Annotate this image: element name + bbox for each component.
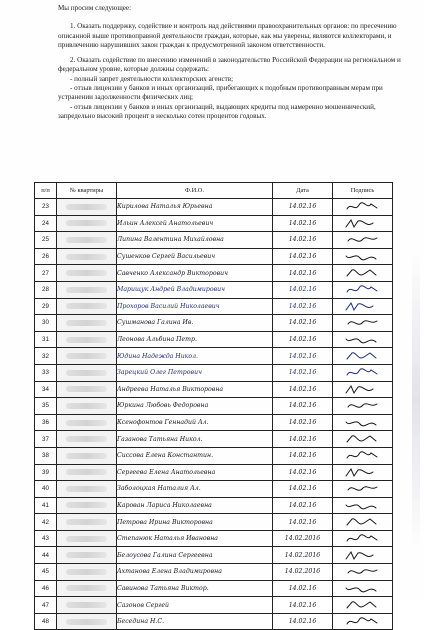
redacted-apartment <box>66 436 107 442</box>
redacted-apartment <box>66 270 107 276</box>
table-row <box>35 447 393 464</box>
fio-cell: Ахтанова Елена Владимировна <box>117 564 273 581</box>
table-row <box>35 414 393 431</box>
apartment-cell <box>57 564 117 581</box>
apartment-cell <box>57 497 117 514</box>
apartment-cell <box>57 547 117 564</box>
redacted-apartment <box>66 287 107 293</box>
apartment-cell <box>57 364 117 381</box>
date-cell: 14.02.2016 <box>273 564 333 581</box>
signature-scribble <box>343 532 383 545</box>
signature-scribble <box>343 316 383 329</box>
date-cell: 14.02.16 <box>273 232 333 249</box>
row-number: 44 <box>35 547 57 564</box>
signature-scribble <box>343 499 383 512</box>
date-cell: 14.02.16 <box>273 199 333 216</box>
fio-cell: Сушенков Сергей Васильевич <box>117 248 273 265</box>
redacted-apartment <box>66 386 107 392</box>
redacted-apartment <box>66 519 107 525</box>
table-row <box>35 580 393 597</box>
redacted-apartment <box>66 469 107 475</box>
redacted-apartment <box>66 552 107 558</box>
header-apartment: № квартиры <box>57 183 117 199</box>
table-row <box>35 481 393 498</box>
signature-scribble <box>343 449 383 462</box>
fio-cell: Савченко Александр Викторович <box>117 265 273 282</box>
row-number: 23 <box>35 199 57 216</box>
signature-scribble <box>343 433 383 446</box>
apartment-cell <box>57 248 117 265</box>
fio-cell: Степанюк Наталья Ивановна <box>117 530 273 547</box>
date-cell: 14.02.16 <box>273 364 333 381</box>
table-row <box>35 215 393 232</box>
table-row <box>35 315 393 332</box>
table-row <box>35 497 393 514</box>
redacted-apartment <box>66 337 107 343</box>
signature-scribble <box>343 516 383 529</box>
fio-cell: Сергеева Елена Анатольевна <box>117 464 273 481</box>
date-cell: 14.02.16 <box>273 514 333 531</box>
row-number: 27 <box>35 265 57 282</box>
signature-scribble <box>343 350 383 363</box>
fio-cell: Ксенофонтов Геннадий Ал. <box>117 414 273 431</box>
apartment-cell <box>57 464 117 481</box>
signature-cell <box>333 315 393 332</box>
fio-cell: Сазонов Сергей <box>117 597 273 614</box>
signature-cell <box>333 248 393 265</box>
table-body <box>35 199 393 630</box>
signature-scribble <box>343 250 383 263</box>
date-cell: 14.02.16 <box>273 248 333 265</box>
header-num: п/п <box>35 183 57 199</box>
redacted-apartment <box>66 370 107 376</box>
redacted-apartment <box>66 420 107 426</box>
row-number: 37 <box>35 431 57 448</box>
row-number: 43 <box>35 530 57 547</box>
fio-cell: Юркина Любовь Федоровна <box>117 398 273 415</box>
table-row <box>35 281 393 298</box>
row-number: 24 <box>35 215 57 232</box>
signature-scribble <box>343 383 383 396</box>
table-row <box>35 398 393 415</box>
signature-scribble <box>343 283 383 296</box>
date-cell: 14.02.2016 <box>273 547 333 564</box>
signature-cell <box>333 580 393 597</box>
apartment-cell <box>57 281 117 298</box>
table-row <box>35 298 393 315</box>
date-cell: 14.02.16 <box>273 215 333 232</box>
redacted-apartment <box>66 353 107 359</box>
fio-cell: Ильин Алексей Анатольевич <box>117 215 273 232</box>
redacted-apartment <box>66 204 107 210</box>
table-row <box>35 265 393 282</box>
row-number: 36 <box>35 414 57 431</box>
apartment-cell <box>57 398 117 415</box>
date-cell: 14.02.16 <box>273 464 333 481</box>
signature-cell <box>333 364 393 381</box>
fio-cell: Заболоцкая Наталия Ал. <box>117 481 273 498</box>
table-row <box>35 248 393 265</box>
request-item-2-b: - отзыв лицензии у банков и иных организаций, прибегающих к подобным противоправным мерам при устранении задолженности физических лиц; <box>58 84 383 102</box>
signature-scribble <box>343 366 383 379</box>
request-item-2: 2. Оказать содействие по внесению изменений в законодательство Российской Федерации на региональном и федеральном уровне, которые должны содержать: <box>58 56 401 74</box>
date-cell: 14.02.16 <box>273 281 333 298</box>
date-cell: 14.02.16 <box>273 381 333 398</box>
request-item-2-a: - полный запрет деятельности коллекторских агенств; <box>70 74 234 83</box>
redacted-apartment <box>66 453 107 459</box>
row-number: 45 <box>35 564 57 581</box>
table-row <box>35 464 393 481</box>
redacted-apartment <box>66 303 107 309</box>
date-cell: 14.02.16 <box>273 447 333 464</box>
apartment-cell <box>57 348 117 365</box>
request-item-2-c: - отзыв лицензии у банков и иных организаций, выдающих кредиты под намеренно мошеннический, запредельно высокий процент в несколько сотен процентов годовых. <box>58 102 376 120</box>
fio-cell: Кирилова Наталья Юрьевна <box>117 199 273 216</box>
signature-scribble <box>343 399 383 412</box>
fio-cell: Андреева Наталья Викторовна <box>117 381 273 398</box>
redacted-apartment <box>66 320 107 326</box>
fio-cell: Беседина Н.С. <box>117 613 273 630</box>
date-cell: 14.02.2016 <box>273 530 333 547</box>
row-number: 29 <box>35 298 57 315</box>
table-row <box>35 199 393 216</box>
signature-cell <box>333 447 393 464</box>
signature-cell <box>333 199 393 216</box>
signature-cell <box>333 597 393 614</box>
row-number: 31 <box>35 331 57 348</box>
date-cell: 14.02.16 <box>273 298 333 315</box>
header-signature: Подпись <box>333 183 393 199</box>
fio-cell: Юдина Надежда Никол. <box>117 348 273 365</box>
request-text <box>58 4 414 121</box>
header-fio: Ф.И.О. <box>117 183 273 199</box>
fio-cell: Липина Валентина Михайловна <box>117 232 273 249</box>
redacted-apartment <box>66 502 107 508</box>
apartment-cell <box>57 331 117 348</box>
signature-scribble <box>343 466 383 479</box>
signature-cell <box>333 414 393 431</box>
signature-scribble <box>343 217 383 230</box>
row-number: 35 <box>35 398 57 415</box>
request-item-1: 1. Оказать поддержку, содействие и контроль над действиями правоохранительных органов: по пресечению описанной выше противоправной деятельности граждан, которые, как мы уверены, являются коллекторами, и привлечению нарушивших закон граждан к предусмотренной законом ответственности. <box>58 22 397 49</box>
table-row <box>35 348 393 365</box>
row-number: 41 <box>35 497 57 514</box>
signature-cell <box>333 514 393 531</box>
apartment-cell <box>57 232 117 249</box>
fio-cell: Петрова Ирина Викторовна <box>117 514 273 531</box>
date-cell: 14.02.16 <box>273 597 333 614</box>
redacted-apartment <box>66 569 107 575</box>
signature-scribble <box>343 300 383 313</box>
signature-cell <box>333 265 393 282</box>
signature-scribble <box>343 200 383 213</box>
date-cell: 14.02.16 <box>273 315 333 332</box>
row-number: 26 <box>35 248 57 265</box>
date-cell: 14.02.16 <box>273 348 333 365</box>
apartment-cell <box>57 298 117 315</box>
fio-cell: Белоусова Галина Сергеевна <box>117 547 273 564</box>
signature-scribble <box>343 233 383 246</box>
fio-cell: Прохоров Василий Николаевич <box>117 298 273 315</box>
apartment-cell <box>57 530 117 547</box>
table-row <box>35 547 393 564</box>
apartment-cell <box>57 315 117 332</box>
fio-cell: Марищук Андрей Владимирович <box>117 281 273 298</box>
signature-scribble <box>343 416 383 429</box>
signature-scribble <box>343 615 383 628</box>
signature-cell <box>333 215 393 232</box>
redacted-apartment <box>66 237 107 243</box>
signature-scribble <box>343 565 383 578</box>
table-row <box>35 597 393 614</box>
redacted-apartment <box>66 602 107 608</box>
table-row <box>35 431 393 448</box>
date-cell: 14.02.16 <box>273 481 333 498</box>
signature-cell <box>333 464 393 481</box>
fio-cell: Сушманова Галина Ив. <box>117 315 273 332</box>
signature-cell <box>333 530 393 547</box>
row-number: 28 <box>35 281 57 298</box>
date-cell: 14.02.16 <box>273 431 333 448</box>
signature-cell <box>333 481 393 498</box>
table-row <box>35 232 393 249</box>
redacted-apartment <box>66 220 107 226</box>
date-cell: 14.02.16 <box>273 414 333 431</box>
apartment-cell <box>57 613 117 630</box>
signature-cell <box>333 331 393 348</box>
row-number: 40 <box>35 481 57 498</box>
apartment-cell <box>57 514 117 531</box>
table-row <box>35 564 393 581</box>
apartment-cell <box>57 431 117 448</box>
redacted-apartment <box>66 486 107 492</box>
row-number: 39 <box>35 464 57 481</box>
signature-cell <box>333 547 393 564</box>
row-number: 38 <box>35 447 57 464</box>
date-cell: 14.02.16 <box>273 497 333 514</box>
row-number: 46 <box>35 580 57 597</box>
row-number: 30 <box>35 315 57 332</box>
apartment-cell <box>57 447 117 464</box>
signature-cell <box>333 431 393 448</box>
row-number: 47 <box>35 597 57 614</box>
signature-cell <box>333 497 393 514</box>
apartment-cell <box>57 199 117 216</box>
redacted-apartment <box>66 254 107 260</box>
table-row <box>35 530 393 547</box>
fio-cell: Зарецкий Олег Петрович <box>117 364 273 381</box>
signature-scribble <box>343 333 383 346</box>
faint-stamp-mark <box>412 250 420 550</box>
signature-scribble <box>343 582 383 595</box>
apartment-cell <box>57 414 117 431</box>
apartment-cell <box>57 597 117 614</box>
fio-cell: Сиссова Елена Константин. <box>117 447 273 464</box>
date-cell: 14.02.16 <box>273 331 333 348</box>
table-row <box>35 613 393 630</box>
row-number: 34 <box>35 381 57 398</box>
date-cell: 14.02.16 <box>273 398 333 415</box>
row-number: 33 <box>35 364 57 381</box>
apartment-cell <box>57 381 117 398</box>
table-row <box>35 514 393 531</box>
date-cell: 14.02.16 <box>273 265 333 282</box>
redacted-apartment <box>66 536 107 542</box>
apartment-cell <box>57 265 117 282</box>
apartment-cell <box>57 580 117 597</box>
apartment-cell <box>57 215 117 232</box>
fio-cell: Савинова Татьяна Виктор. <box>117 580 273 597</box>
signature-cell <box>333 281 393 298</box>
row-number: 48 <box>35 613 57 630</box>
fio-cell: Леонова Альбина Петр. <box>117 331 273 348</box>
fio-cell: Газанова Татьяна Никол. <box>117 431 273 448</box>
apartment-cell <box>57 481 117 498</box>
row-number: 42 <box>35 514 57 531</box>
signature-cell <box>333 564 393 581</box>
table-header-row <box>35 183 393 199</box>
signature-cell <box>333 398 393 415</box>
header-date: Дата <box>273 183 333 199</box>
redacted-apartment <box>66 403 107 409</box>
signature-cell <box>333 381 393 398</box>
row-number: 32 <box>35 348 57 365</box>
signature-cell <box>333 232 393 249</box>
signature-scribble <box>343 549 383 562</box>
table-row <box>35 381 393 398</box>
redacted-apartment <box>66 619 107 625</box>
signature-scribble <box>343 482 383 495</box>
signatures-table <box>34 182 393 630</box>
signature-cell <box>333 298 393 315</box>
date-cell: 14.02.16 <box>273 580 333 597</box>
row-number: 25 <box>35 232 57 249</box>
signature-cell <box>333 348 393 365</box>
request-greeting: Мы просим следующее: <box>58 4 132 12</box>
fio-cell: Карован Лариса Николаевна <box>117 497 273 514</box>
table-row <box>35 331 393 348</box>
signature-cell <box>333 613 393 630</box>
table-row <box>35 364 393 381</box>
date-cell: 14.02.16 <box>273 613 333 630</box>
signature-scribble <box>343 267 383 280</box>
redacted-apartment <box>66 585 107 591</box>
signature-scribble <box>343 599 383 612</box>
